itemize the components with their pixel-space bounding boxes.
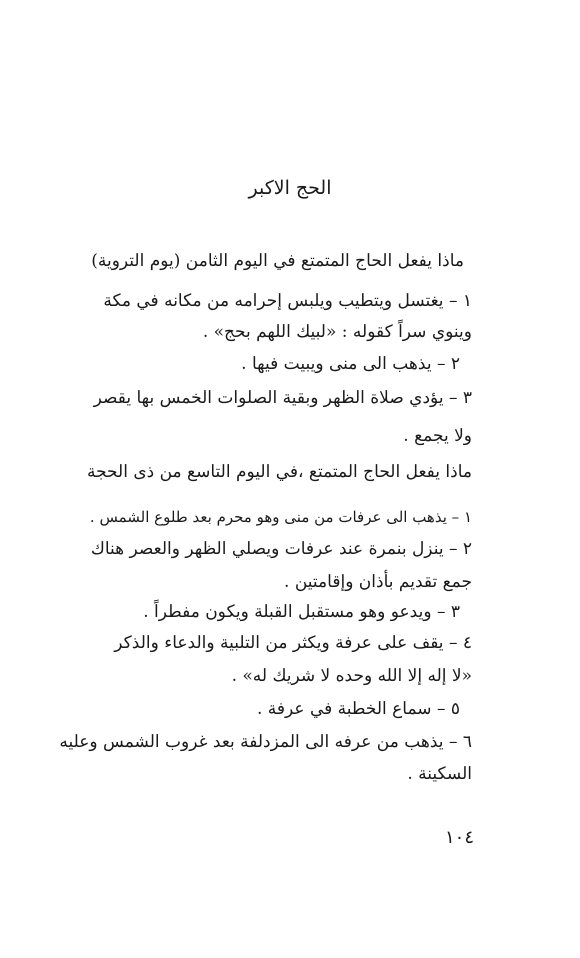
text-line: ١ – يغتسل ويتطيب ويلبس إحرامه من مكانه في مكة	[103, 291, 472, 311]
page-number: ١٠٤	[445, 827, 475, 848]
text-line: وينوي سراً كقوله : «لبيك اللهم بحج» .	[202, 322, 472, 342]
text-line: ولا يجمع .	[403, 426, 472, 446]
text-line: ٢ – ينزل بنمرة عند عرفات ويصلي الظهر والعصر هناك	[90, 539, 472, 559]
text-line: «لا إله إلا الله وحده لا شريك له» .	[231, 666, 472, 686]
section-heading-day-8: ماذا يفعل الحاج المتمتع في اليوم الثامن (يوم التروية)	[91, 251, 464, 271]
text-line: السكينة .	[407, 764, 472, 784]
text-line: ٦ – يذهب من عرفه الى المزدلفة بعد غروب الشمس وعليه	[59, 732, 472, 752]
text-line: ٥ – سماع الخطبة في عرفة .	[257, 699, 460, 719]
text-line: جمع تقديم بأذان وإقامتين .	[284, 572, 472, 592]
section-heading-day-9: ماذا يفعل الحاج المتمتع ،في اليوم التاسع من ذى الحجة	[86, 462, 472, 482]
page-title: الحج الاكبر	[248, 177, 332, 199]
text-line: ٤ – يقف على عرفة ويكثر من التلبية والدعاء والذكر	[114, 633, 472, 653]
text-line: ٣ – ويدعو وهو مستقبل القبلة ويكون مفطراً .	[143, 602, 460, 622]
text-line: ٢ – يذهب الى منى ويبيت فيها .	[241, 354, 460, 374]
text-line: ٣ – يؤدي صلاة الظهر وبقية الصلوات الخمس بها يقصر	[93, 388, 472, 408]
text-line: ١ – يذهب الى عرفات من منى وهو محرم بعد طلوع الشمس .	[89, 508, 472, 526]
